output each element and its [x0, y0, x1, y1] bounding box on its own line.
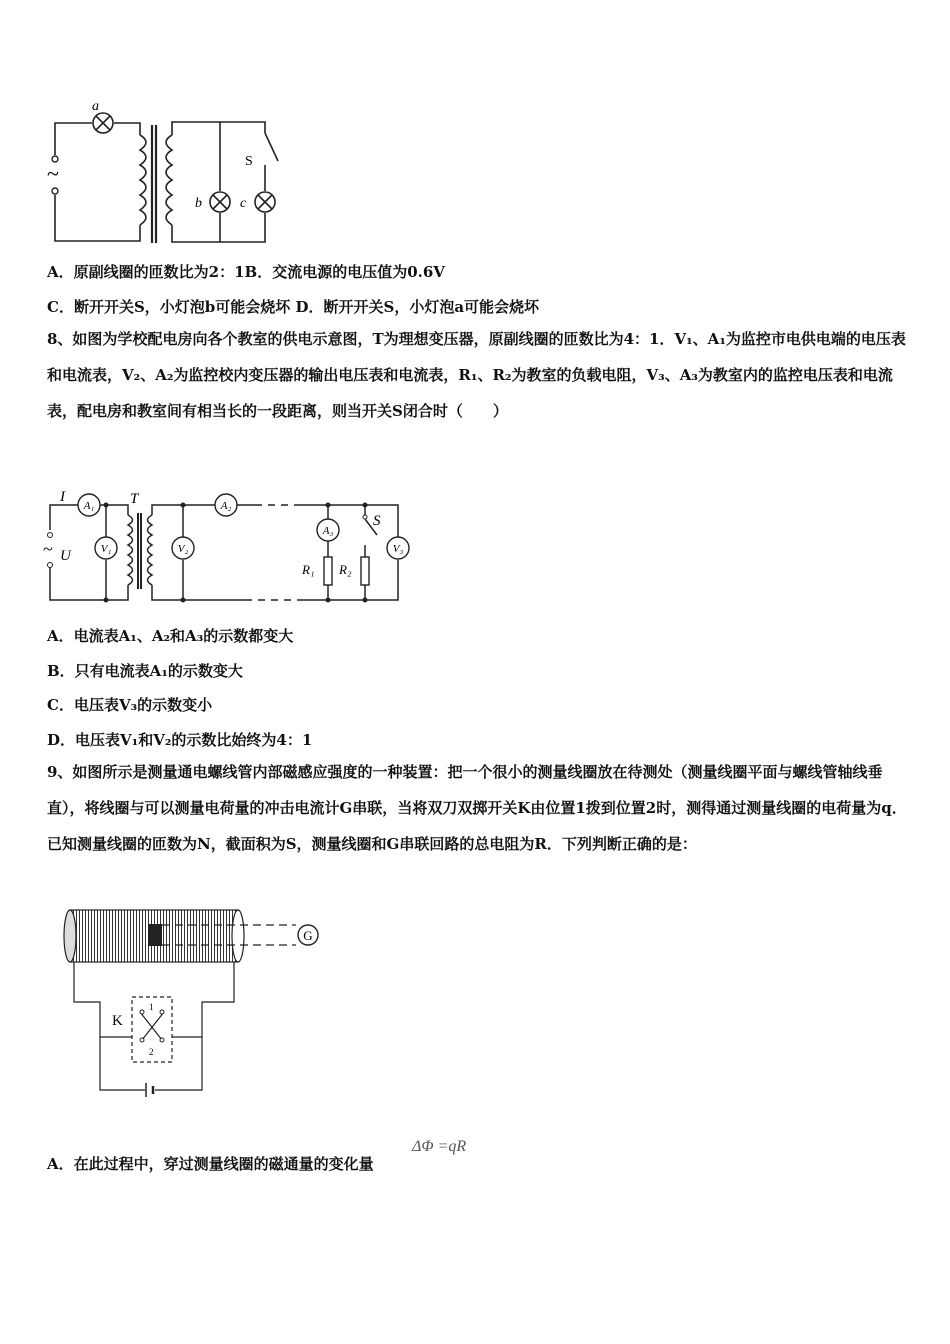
a2-label: A₂ — [220, 500, 232, 512]
current-i-label: I — [60, 489, 65, 505]
transformer-t-label: T — [130, 491, 139, 507]
q9-stem: 9、如图所示是测量通电螺线管内部磁感应强度的一种装置：把一个很小的测量线圈放在待测处（测量线圈平面与螺线管轴线垂直），将线圈与可以测量电荷量的冲击电流计G串联，当将双刀双掷开关K由位置1拨到位置2时，测得通过测量线圈的电荷量为q．已知测量线圈的匝数为N，截面积为S，测量线圈和G串联回路的总电阻为R．下列判断正确的是： — [47, 763, 907, 853]
switch-s-label: S — [245, 154, 253, 169]
q7-transformer-circuit — [40, 95, 290, 250]
switch-k-label: K — [112, 1013, 123, 1029]
q9-solenoid-apparatus — [60, 900, 320, 1105]
position-2-label: 2 — [149, 1047, 154, 1057]
q9-option-a-formula: ΔΦ =qR — [412, 1138, 467, 1155]
lamp-b-icon — [210, 192, 230, 212]
q8-option-c: C．电压表V₃的示数变小 — [47, 696, 213, 714]
lamp-c-icon — [255, 192, 275, 212]
position-1-label: 1 — [149, 1002, 154, 1012]
ac-tilde: ~ — [43, 539, 53, 559]
q8-distribution-circuit — [40, 485, 420, 610]
v1-label: V₁ — [100, 543, 112, 555]
measurement-coil — [148, 924, 162, 946]
r2-label: R₂ — [339, 562, 352, 577]
a1-label: A₁ — [83, 500, 95, 512]
q8-option-b: B．只有电流表A₁的示数变大 — [47, 662, 243, 680]
ac-source-symbol: ~ — [47, 161, 59, 186]
q8-stem: 8、如图为学校配电房向各个教室的供电示意图，T为理想变压器，原副线圈的匝数比为4：1．V₁、A₁为监控市电供电端的电压表和电流表，V₂、A₂为监控校内变压器的输出电压表和电流表，R₁、R₂为教室的负载电阻，V₃、A₃为教室内的监控电压表和电流表，配电房和教室间有相当长的一段距离，则当开关S闭合时（ ） — [47, 330, 906, 420]
lamp-a-icon — [93, 113, 113, 133]
q7-options-line-1: A．原副线圈的匝数比为2：1B．交流电源的电压值为0.6V — [47, 263, 445, 281]
r1-label: R₁ — [302, 562, 315, 577]
switch-s-label: S — [373, 513, 381, 529]
galvanometer-g-label: G — [303, 928, 313, 943]
lamp-b-label: b — [195, 196, 202, 211]
a3-label: A₃ — [322, 525, 334, 537]
lamp-c-label: c — [240, 196, 247, 211]
v3-label: V₃ — [392, 543, 404, 555]
q8-option-a: A．电流表A₁、A₂和A₃的示数都变大 — [47, 627, 294, 645]
q7-options-line-2: C．断开开关S，小灯泡b可能会烧坏 D．断开开关S，小灯泡a可能会烧坏 — [47, 298, 540, 316]
v2-label: V₂ — [177, 543, 189, 555]
q9-option-a: A．在此过程中，穿过测量线圈的磁通量的变化量 — [47, 1155, 374, 1173]
voltage-u-label: U — [60, 548, 71, 564]
lamp-a-label: a — [92, 99, 99, 114]
q8-option-d: D．电压表V₁和V₂的示数比始终为4：1 — [47, 731, 313, 749]
